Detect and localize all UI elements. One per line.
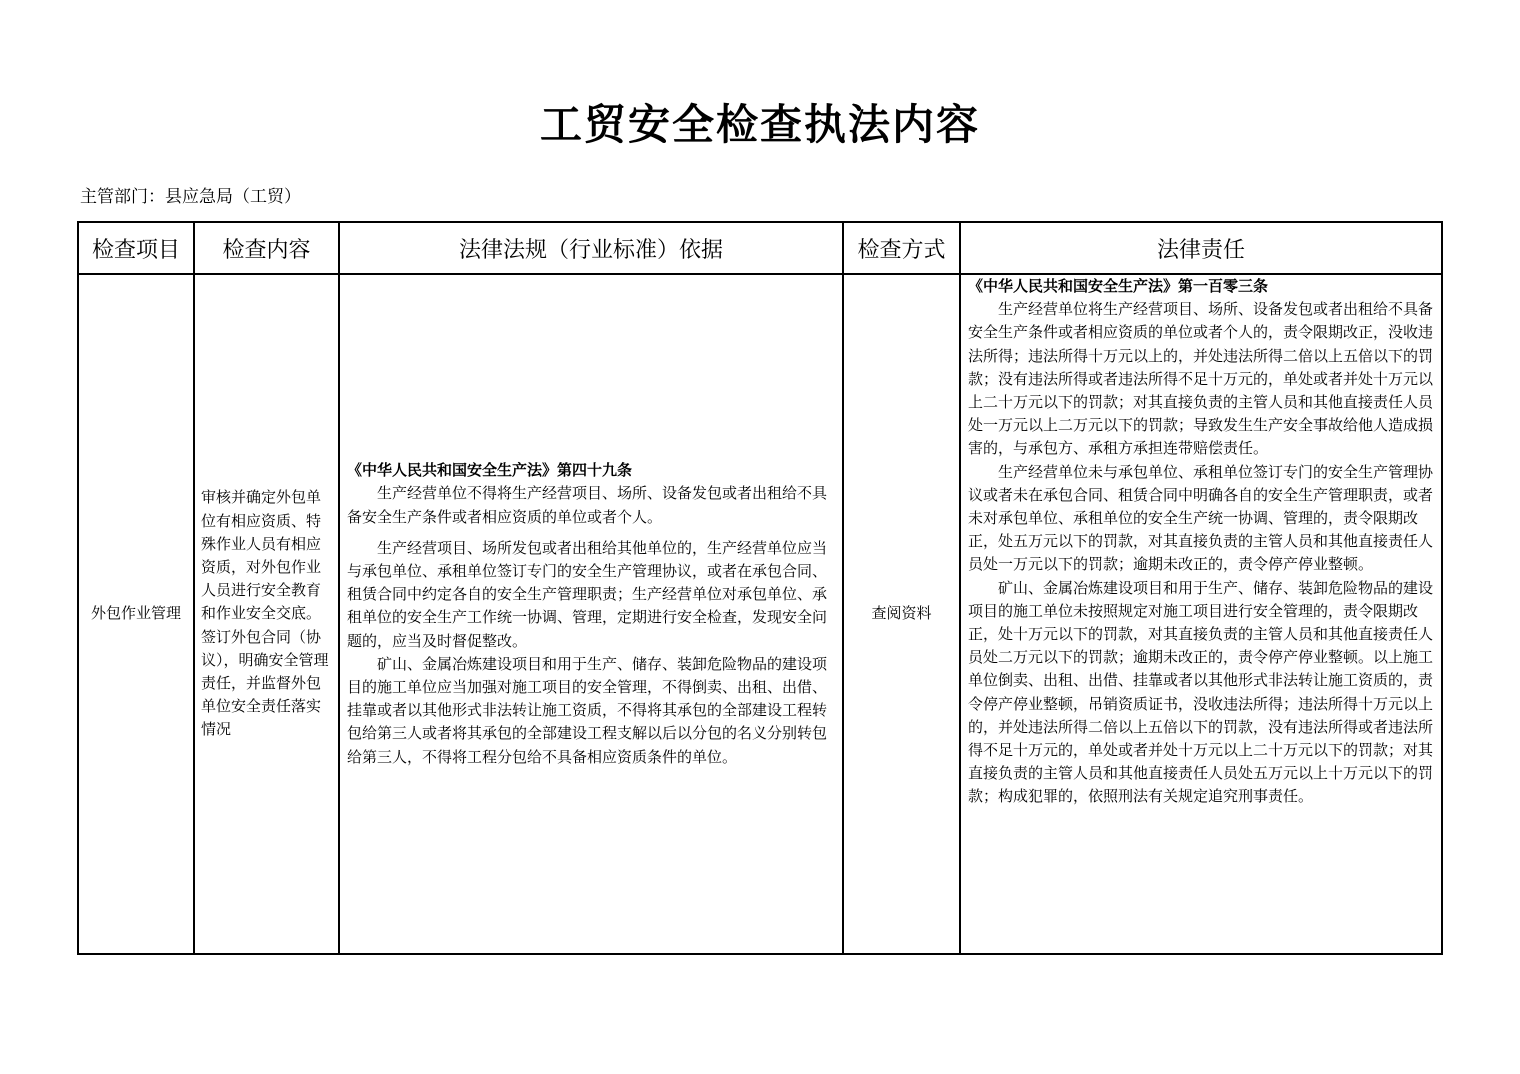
cell-inspection-method: 查阅资料	[843, 274, 960, 954]
legal-liability-paragraph: 矿山、金属冶炼建设项目和用于生产、储存、装卸危险物品的建设项目的施工单位未按照规定对施工项目进行安全管理的，责令限期改正，处十万元以下的罚款，对其直接负责的主管人员和其他直接责任人员处二万元以下的罚款；逾期未改正的，责令停产停业整顿。以上施工单位倒卖、出租、出借、挂靠或者以其他形式非法转让施工资质的，责令停产停业整顿，吊销资质证书，没收违法所得；违法所得十万元以上的，并处违法所得二倍以上五倍以下的罚款，没有违法所得或者违法所得不足十万元的，单处或者并处十万元以上二十万元以下的罚款；对其直接负责的主管人员和其他直接责任人员处五万元以上十万元以下的罚款；构成犯罪的，依照刑法有关规定追究刑事责任。	[968, 578, 1434, 806]
legal-liability-paragraph: 生产经营单位将生产经营项目、场所、设备发包或者出租给不具备安全生产条件或者相应资质的单位或者个人的，责令限期改正，没收违法所得；违法所得十万元以上的，并处违法所得二倍以上五倍以下的罚款；没有违法所得或者违法所得不足十万元的，单处或者并处十万元以上二十万元以下的罚款；对其直接负责的主管人员和其他直接责任人员处一万元以上二万元以下的罚款；导致发生生产安全事故给他人造成损害的，与承包方、承租方承担连带赔偿责任。	[968, 300, 1434, 458]
inspection-table	[77, 221, 1443, 955]
cell-inspection-content: 审核并确定外包单位有相应资质、特殊作业人员有相应资质，对外包作业人员进行安全教育和作业安全交底。签订外包合同（协议），明确安全管理责任，并监督外包单位安全责任落实情况	[194, 274, 339, 954]
department-label: 主管部门：县应急局（工贸）	[80, 187, 301, 207]
legal-liability-paragraph: 生产经营单位未与承包单位、承租单位签订专门的安全生产管理协议或者未在承包合同、租赁合同中明确各自的安全生产管理职责，或者未对承包单位、承租单位的安全生产统一协调、管理的，责令限期改正，处五万元以下的罚款，对其直接负责的主管人员和其他直接责任人员处一万元以下的罚款；逾期未改正的，责令停产停业整顿。	[968, 462, 1434, 574]
header-inspection-item: 检查项目	[78, 222, 194, 274]
legal-basis-heading: 《中华人民共和国安全生产法》第四十九条	[347, 461, 633, 480]
cell-legal-basis	[339, 274, 843, 954]
legal-liability-text	[968, 275, 1435, 953]
legal-basis-paragraph: 矿山、金属冶炼建设项目和用于生产、储存、装卸危险物品的建设项目的施工单位应当加强对施工项目的安全管理，不得倒卖、出租、出借、挂靠或者以其他形式非法转让施工资质，不得将其承包的全部建设工程转包给第三人或者将其承包的全部建设工程支解以后以分包的名义分别转包给第三人，不得将工程分包给不具备相应资质条件的单位。	[347, 654, 828, 766]
table-header-row	[78, 222, 1442, 274]
header-inspection-content: 检查内容	[194, 222, 339, 274]
legal-liability-heading: 《中华人民共和国安全生产法》第一百零三条	[968, 277, 1269, 295]
legal-basis-paragraph: 生产经营单位不得将生产经营项目、场所、设备发包或者出租给不具备安全生产条件或者相应资质的单位或者个人。	[347, 484, 828, 526]
page-title: 工贸安全检查执法内容	[539, 100, 980, 149]
cell-legal-liability	[960, 274, 1442, 954]
table-row	[78, 274, 1442, 954]
cell-inspection-item: 外包作业管理	[78, 274, 194, 954]
header-inspection-method: 检查方式	[843, 222, 960, 274]
header-legal-basis: 法律法规（行业标准）依据	[339, 222, 843, 274]
legal-basis-paragraph: 生产经营项目、场所发包或者出租给其他单位的，生产经营单位应当与承包单位、承租单位签订专门的安全生产管理协议，或者在承包合同、租赁合同中约定各自的安全生产管理职责；生产经营单位对承包单位、承租单位的安全生产工作统一协调、管理，定期进行安全检查，发现安全问题的，应当及时督促整改。	[347, 538, 828, 650]
header-legal-liability: 法律责任	[960, 222, 1442, 274]
